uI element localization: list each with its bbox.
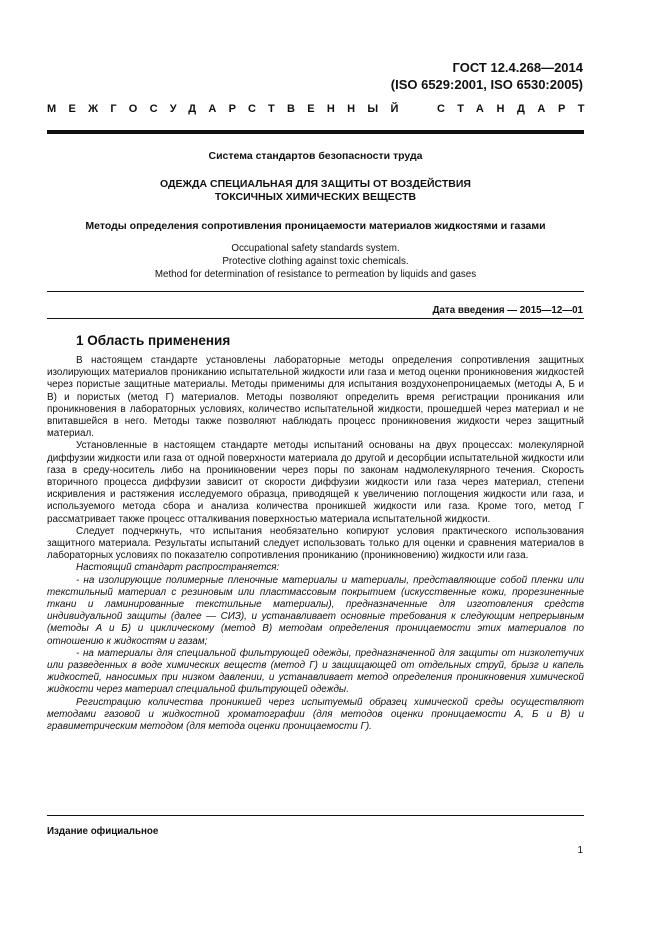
- footer-divider: [47, 815, 584, 816]
- standard-code: ГОСТ 12.4.268—2014: [452, 60, 583, 75]
- paragraph: Следует подчеркнуть, что испытания необязательно копируют условия практического использования защитного материала. Результаты испытаний следует использовать только для оценки и сравнения материалов в лабораторных условиях по показателю сопротивления прониканию (проникновению) жидкости или газа.: [47, 525, 584, 562]
- section-heading: 1 Область применения: [76, 333, 231, 348]
- main-title-line2: ТОКСИЧНЫХ ХИМИЧЕСКИХ ВЕЩЕСТВ: [214, 191, 417, 203]
- category-interstate: МЕЖГОСУДАРСТВЕННЫЙ: [47, 103, 411, 115]
- paragraph: Установленные в настоящем стандарте методы испытаний основаны на двух процессах: молекулярной диффузии жидкости или газа от одной поверхности материала до другой и десорбции испытательной жидкости или газа в среду-носитель либо на проникновении через поры по законам надмолекулярного течения. Скорость вторичного процесса диффузии зависит от скорости диффузии жидкости или газа через материал, степени искривления и растяжения исследуемого образца, приводящей к увеличению поглощения жидкости или газа, и используемого метода сбора и анализа количества проникшей жидкости или газа. Кроме того, метод Г рассматривает также процесс отталкивания поверхностью материала испытательной жидкости.: [47, 440, 584, 525]
- header-divider: [47, 130, 584, 134]
- system-title: Система стандартов безопасности труда: [208, 150, 423, 162]
- page-number: 1: [577, 845, 583, 856]
- english-title-line3: Method for determination of resistance to permeation by liquids and gases: [154, 269, 477, 280]
- scope-intro: Настоящий стандарт распространяется:: [76, 562, 280, 574]
- date-divider: [47, 318, 584, 319]
- paragraph: В настоящем стандарте установлены лабораторные методы определения сопротивления защитных изолирующих материалов прониканию испытательной жидкости или газа и метод оценки проникновения жидкостей через пористые защитные материалы. Методы применимы для испытания воздухонепроницаемых (методы А, Б и В) и пористых (метод Г) материалов. Методы позволяют определить время регистрации проникания или проникновения в лабораторных условиях, количество испытательной жидкости, прошедшей через материал и не впитавшейся в него. Методы также позволяют наблюдать процесс проникновения жидкости через защитный материал.: [47, 355, 584, 440]
- title-divider: [47, 291, 584, 292]
- main-title-line1: ОДЕЖДА СПЕЦИАЛЬНАЯ ДЛЯ ЗАЩИТЫ ОТ ВОЗДЕЙСТВИЯ: [160, 178, 471, 190]
- introduction-date: Дата введения — 2015—12—01: [432, 305, 583, 316]
- registration-paragraph: Регистрацию количества проникшей через испытуемый образец химической среды осуществляют методами газовой и жидкостной хроматографии (для методов оценки проницаемости А, Б и В) и гравиметрическим методом (для метода оценки проницаемости Г).: [47, 696, 584, 733]
- category-standard: СТАНДАРТ: [437, 103, 598, 115]
- methods-subtitle: Методы определения сопротивления проницаемости материалов жидкостями и газами: [85, 220, 546, 232]
- english-title-line1: Occupational safety standards system.: [231, 243, 400, 254]
- iso-codes: (ISO 6529:2001, ISO 6530:2005): [390, 77, 583, 92]
- edition-note: Издание официальное: [47, 826, 159, 837]
- english-title-line2: Protective clothing against toxic chemicals.: [222, 256, 409, 267]
- scope-item: - на материалы для специальной фильтрующей одежды, предназначенной для защиты от низколетучих или разведенных в воде химических веществ (метод Г) и защищающей от отдельных струй, брызг и капель жидкостей, наносимых при низком давлении, и устанавливает метод определения проникновения химической жидкости через материал специальной фильтрующей одежды.: [47, 647, 584, 696]
- section-body: [47, 355, 584, 733]
- scope-item: - на изолирующие полимерные пленочные материалы и материалы, представляющие собой пленки или текстильный материал с резиновым или пластмассовым покрытием (искусственные кожи, прорезиненные ткани и ламинированные текстильные материалы), предназначенные для изготовления средств индивидуальной защиты (далее — СИЗ), и устанавливает основные требования к следующим непрерывным (методы А и Б) и циклическому (метод В) методам определения проницаемости этих материалов по отношению к жидкостям и газам;: [47, 574, 584, 647]
